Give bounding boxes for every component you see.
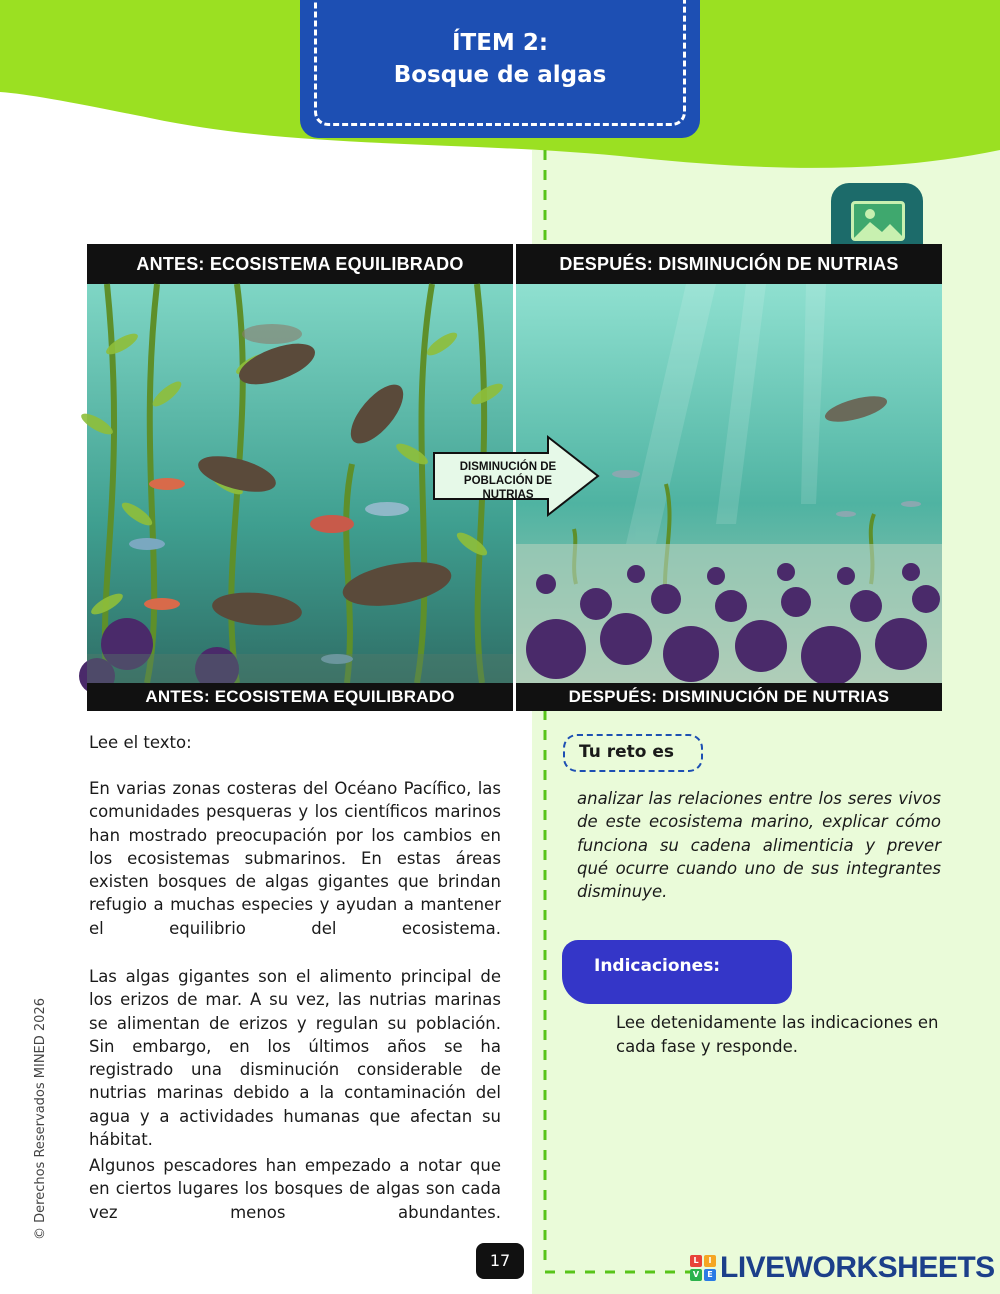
item-title: Bosque de algas bbox=[393, 62, 607, 88]
otter-decline-arrow bbox=[432, 435, 602, 517]
after-caption-bottom: DESPUÉS: DISMINUCIÓN DE NUTRIAS bbox=[516, 683, 942, 711]
instructions-text: Lee detenidamente las indicaciones en cada fase y responde. bbox=[616, 1013, 939, 1056]
before-caption-top: ANTES: ECOSISTEMA EQUILIBRADO bbox=[87, 244, 513, 284]
arrow-label-line1: DISMINUCIÓN DE bbox=[459, 461, 557, 473]
brand-cube-v: V bbox=[690, 1269, 702, 1281]
reading-paragraph-3: Algunos pescadores han empezado a notar que en ciertos lugares los bosques de algas son cada vez menos abundantes. bbox=[89, 1156, 501, 1222]
liveworksheets-logo[interactable] bbox=[690, 1252, 995, 1284]
reading-intro: Lee el texto: bbox=[89, 733, 192, 752]
after-caption-top: DESPUÉS: DISMINUCIÓN DE NUTRIAS bbox=[516, 244, 942, 284]
challenge-label: Tu reto es bbox=[563, 734, 703, 772]
reading-paragraph-2: Las algas gigantes son el alimento principal de los erizos de mar. A su vez, las nutrias marinas se alimentan de erizos y regulan su población. Sin embargo, en los últimos años se ha registrado una disminución considerable de nutrias marinas debido a la contaminación del agua y a actividades humanas que afectan su hábitat. bbox=[89, 967, 501, 1150]
item-header-tab bbox=[300, 0, 700, 138]
brand-cube-l: L bbox=[690, 1255, 702, 1267]
item-number: ÍTEM 2: bbox=[451, 30, 549, 56]
brand-cube-e: E bbox=[704, 1269, 716, 1281]
challenge-text: analizar las relaciones entre los seres vivos de este ecosistema marino, explicar cómo funciona su cadena alimenticia y prever qué ocurre cuando uno de sus integrantes disminuye. bbox=[577, 789, 941, 902]
copyright-notice: © Derechos Reservados MINED 2026 bbox=[33, 998, 48, 1240]
brand-cubes-icon bbox=[690, 1255, 716, 1281]
reading-paragraph-1: En varias zonas costeras del Océano Pacífico, las comunidades pesqueras y los científicos marinos han mostrado preocupación por los cambios en los ecosistemas submarinos. En estas áreas existen bosques de algas gigantes que brindan refugio a muchas especies y ayudan a mantener el equilibrio del ecosistema. bbox=[89, 779, 501, 938]
brand-name: LIVEWORKSHEETS bbox=[720, 1251, 995, 1284]
arrow-label bbox=[438, 460, 578, 502]
image-icon bbox=[851, 201, 905, 241]
arrow-label-line2: POBLACIÓN DE NUTRIAS bbox=[463, 475, 553, 501]
page-number: 17 bbox=[476, 1243, 524, 1279]
instructions-label: Indicaciones: bbox=[562, 940, 792, 1004]
brand-cube-i: I bbox=[704, 1255, 716, 1267]
before-caption-bottom: ANTES: ECOSISTEMA EQUILIBRADO bbox=[87, 683, 513, 711]
